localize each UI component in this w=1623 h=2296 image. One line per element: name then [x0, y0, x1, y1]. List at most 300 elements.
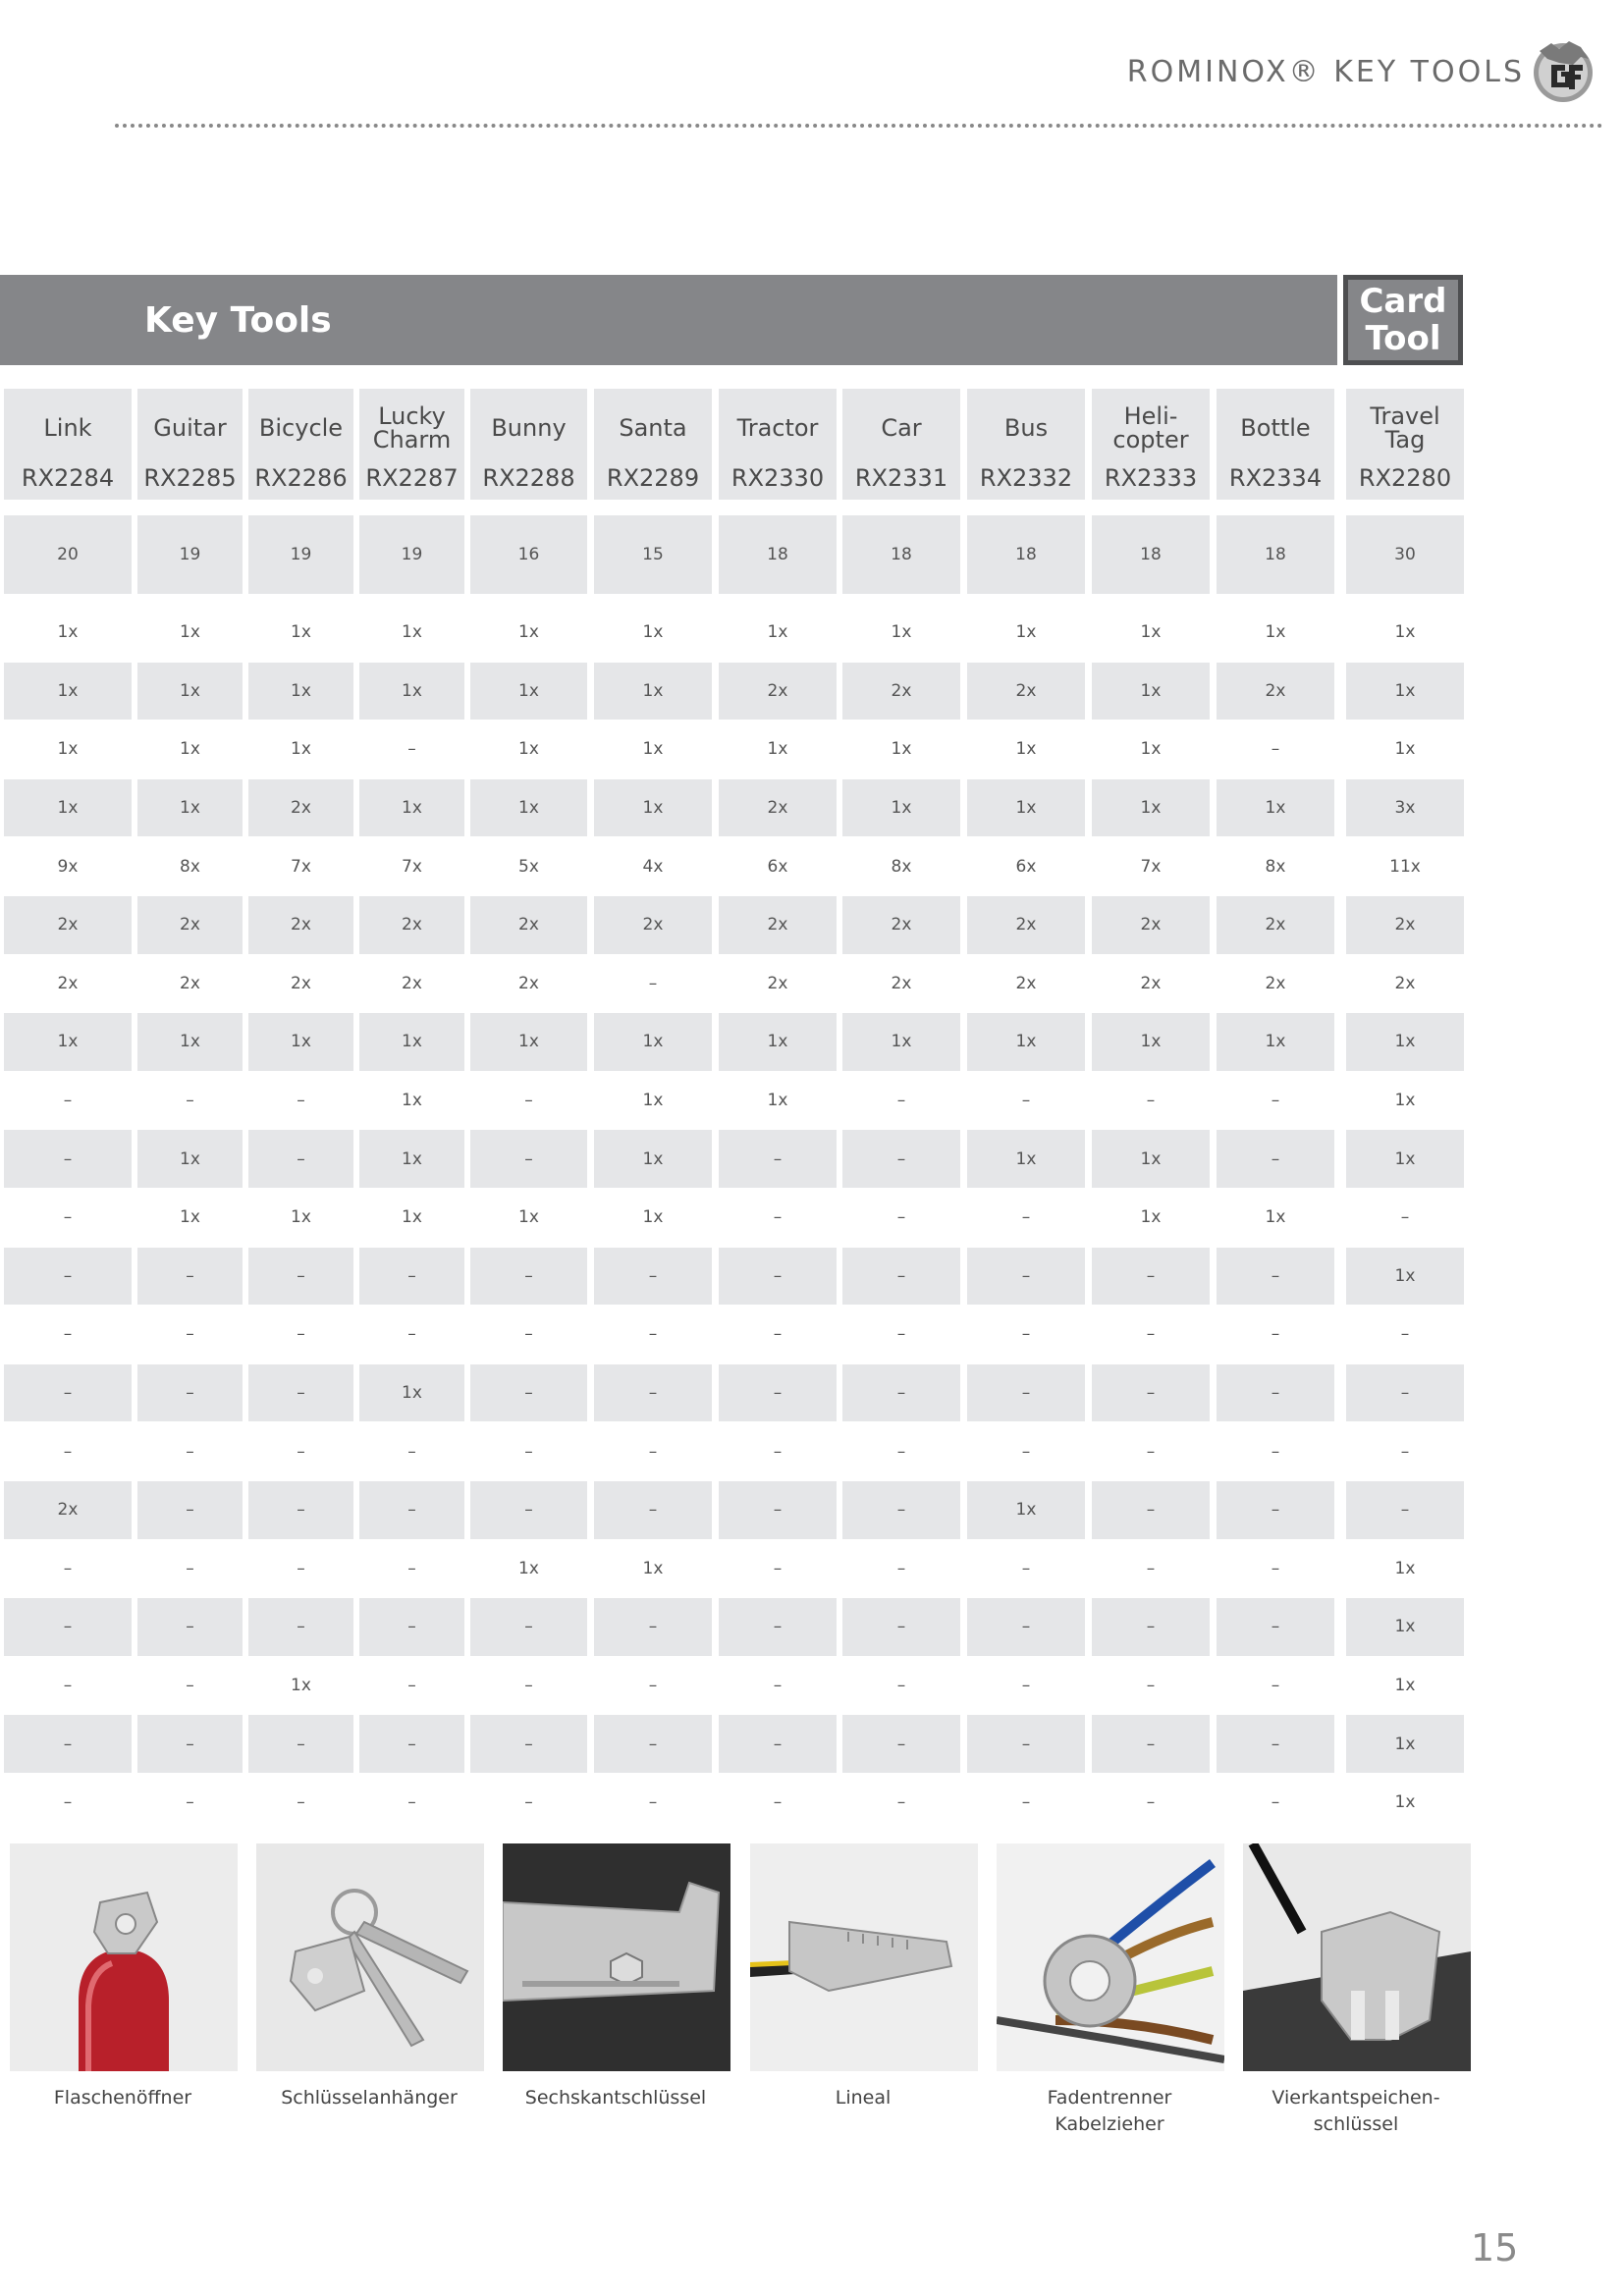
- table-cell: 2x: [4, 1481, 132, 1539]
- product-name: Guitar: [153, 414, 227, 442]
- table-cell: –: [407, 1558, 416, 1578]
- table-cell: 1x: [594, 1013, 712, 1071]
- table-cell: –: [63, 1792, 73, 1813]
- hex-wrench-photo-icon: [503, 1843, 730, 2071]
- table-cell: –: [842, 1598, 960, 1656]
- product-name: Bunny: [491, 414, 567, 442]
- table-cell: –: [1021, 1207, 1031, 1228]
- product-code: RX2330: [730, 464, 825, 492]
- table-cell: 1x: [402, 1207, 422, 1228]
- table-cell: –: [1346, 1481, 1464, 1539]
- header-dotted-rule: [115, 124, 1603, 128]
- table-cell: –: [186, 1792, 194, 1813]
- table-cell: –: [63, 1441, 73, 1462]
- total-cell: 18: [842, 515, 960, 594]
- table-cell: 1x: [1394, 622, 1416, 643]
- wire-stripper-photo-icon: [997, 1843, 1224, 2071]
- card-tool-band: [1343, 275, 1463, 365]
- table-cell: –: [248, 1130, 353, 1188]
- table-cell: 1x: [518, 739, 539, 760]
- table-cell: 8x: [1265, 856, 1286, 877]
- table-cell: –: [524, 1441, 533, 1462]
- product-code: RX2284: [21, 464, 115, 492]
- table-cell: –: [1400, 1324, 1410, 1345]
- table-cell: 1x: [642, 1207, 664, 1228]
- table-cell: 1x: [1346, 1248, 1464, 1306]
- table-cell: –: [470, 1715, 587, 1773]
- table-cell: –: [967, 1364, 1085, 1422]
- table-cell: 2x: [842, 896, 960, 954]
- table-cell: –: [842, 1248, 960, 1306]
- table-cell: –: [719, 1364, 837, 1422]
- table-cell: 1x: [642, 622, 664, 643]
- product-name: Bottle: [1240, 414, 1311, 442]
- table-cell: 1x: [842, 779, 960, 837]
- product-code: RX2287: [365, 464, 459, 492]
- table-cell: 1x: [470, 663, 587, 721]
- table-cell: 2x: [1394, 973, 1416, 993]
- table-cell: –: [1146, 1558, 1156, 1578]
- table-cell: –: [1271, 739, 1280, 760]
- table-cell: 1x: [57, 622, 79, 643]
- table-cell: –: [359, 1248, 464, 1306]
- table-cell: 1x: [767, 1091, 788, 1111]
- table-cell: 1x: [1015, 739, 1037, 760]
- table-cell: 2x: [1265, 973, 1286, 993]
- table-cell: –: [1146, 1792, 1156, 1813]
- table-cell: 1x: [1394, 1558, 1416, 1578]
- table-cell: –: [773, 1676, 783, 1696]
- product-name: Link: [43, 414, 92, 442]
- table-cell: 1x: [891, 739, 912, 760]
- table-cell: –: [1146, 1676, 1156, 1696]
- table-cell: –: [719, 1715, 837, 1773]
- table-cell: –: [896, 1324, 906, 1345]
- product-code: RX2285: [143, 464, 237, 492]
- table-cell: –: [1217, 1598, 1334, 1656]
- table-cell: 2x: [719, 896, 837, 954]
- table-cell: 1x: [642, 1558, 664, 1578]
- table-cell: –: [137, 1715, 243, 1773]
- table-cell: –: [137, 1248, 243, 1306]
- table-cell: –: [1400, 1207, 1410, 1228]
- product-name: Bus: [1003, 414, 1049, 442]
- table-cell: –: [648, 1441, 658, 1462]
- table-cell: –: [359, 1715, 464, 1773]
- table-cell: –: [1271, 1441, 1280, 1462]
- table-cell: –: [4, 1715, 132, 1773]
- table-cell: 5x: [518, 856, 539, 877]
- table-cell: –: [648, 1676, 658, 1696]
- table-cell: –: [186, 1558, 194, 1578]
- table-cell: 1x: [137, 663, 243, 721]
- table-cell: –: [1092, 1364, 1210, 1422]
- total-cell: 15: [594, 515, 712, 594]
- table-cell: –: [719, 1598, 837, 1656]
- column-header: [359, 389, 464, 500]
- table-cell: 1x: [967, 1130, 1085, 1188]
- table-cell: 1x: [719, 1013, 837, 1071]
- product-code: RX2331: [854, 464, 948, 492]
- table-cell: –: [4, 1598, 132, 1656]
- table-cell: 1x: [642, 739, 664, 760]
- table-cell: 1x: [4, 663, 132, 721]
- table-cell: 2x: [359, 896, 464, 954]
- table-cell: –: [648, 973, 658, 993]
- product-code: RX2333: [1104, 464, 1198, 492]
- table-cell: –: [137, 1598, 243, 1656]
- table-cell: 1x: [594, 1130, 712, 1188]
- table-cell: 1x: [137, 1130, 243, 1188]
- table-cell: –: [1092, 1248, 1210, 1306]
- table-cell: –: [470, 1130, 587, 1188]
- table-cell: –: [1271, 1676, 1280, 1696]
- table-cell: –: [648, 1324, 658, 1345]
- table-cell: –: [248, 1715, 353, 1773]
- table-cell: –: [186, 1441, 194, 1462]
- table-cell: –: [1146, 1091, 1156, 1111]
- table-cell: –: [186, 1324, 194, 1345]
- table-cell: 2x: [594, 896, 712, 954]
- table-cell: 1x: [291, 739, 311, 760]
- table-cell: 1x: [402, 622, 422, 643]
- table-cell: –: [63, 1558, 73, 1578]
- total-cell: 18: [1092, 515, 1210, 594]
- table-cell: 2x: [137, 896, 243, 954]
- table-cell: –: [297, 1441, 305, 1462]
- column-header: [1346, 389, 1464, 500]
- column-header: [719, 389, 837, 500]
- table-cell: –: [1092, 1715, 1210, 1773]
- table-cell: 1x: [767, 739, 788, 760]
- table-cell: 1x: [1265, 622, 1286, 643]
- table-cell: 1x: [1092, 1130, 1210, 1188]
- column-header: [842, 389, 960, 500]
- table-cell: 1x: [248, 663, 353, 721]
- table-cell: –: [524, 1091, 533, 1111]
- table-cell: –: [773, 1324, 783, 1345]
- table-cell: 11x: [1389, 856, 1421, 877]
- product-code: RX2289: [606, 464, 700, 492]
- table-cell: –: [407, 739, 416, 760]
- table-cell: 1x: [1394, 1091, 1416, 1111]
- table-cell: 1x: [1346, 1013, 1464, 1071]
- total-cell: 18: [967, 515, 1085, 594]
- table-cell: –: [186, 1676, 194, 1696]
- table-cell: 1x: [180, 739, 200, 760]
- column-header: [1217, 389, 1334, 500]
- table-cell: –: [1271, 1324, 1280, 1345]
- table-cell: –: [594, 1248, 712, 1306]
- column-header: [137, 389, 243, 500]
- bottle-opener-photo-icon: [10, 1843, 238, 2071]
- table-cell: 1x: [1346, 1130, 1464, 1188]
- table-cell: –: [470, 1481, 587, 1539]
- table-cell: –: [842, 1130, 960, 1188]
- table-cell: –: [1271, 1091, 1280, 1111]
- photo-caption: Lineal: [835, 2087, 892, 2109]
- table-cell: 1x: [359, 1130, 464, 1188]
- table-cell: 1x: [1394, 1792, 1416, 1813]
- key-tools-title: Key Tools: [144, 299, 332, 341]
- table-cell: 1x: [642, 1091, 664, 1111]
- table-cell: 2x: [248, 779, 353, 837]
- table-cell: –: [407, 1676, 416, 1696]
- product-code: RX2286: [254, 464, 348, 492]
- table-cell: –: [896, 1207, 906, 1228]
- photo-caption: Fadentrenner Kabelzieher: [1047, 2087, 1172, 2135]
- table-cell: –: [1021, 1091, 1031, 1111]
- table-cell: –: [773, 1441, 783, 1462]
- table-cell: –: [63, 1207, 73, 1228]
- table-cell: 1x: [291, 1207, 311, 1228]
- table-cell: 2x: [842, 663, 960, 721]
- table-cell: 1x: [180, 622, 200, 643]
- table-cell: –: [896, 1441, 906, 1462]
- table-cell: 1x: [594, 663, 712, 721]
- table-cell: 7x: [402, 856, 422, 877]
- table-cell: 1x: [180, 1207, 200, 1228]
- table-cell: –: [1146, 1324, 1156, 1345]
- table-cell: 7x: [1140, 856, 1162, 877]
- table-cell: –: [842, 1481, 960, 1539]
- table-cell: 2x: [4, 896, 132, 954]
- column-header: [248, 389, 353, 500]
- table-cell: –: [719, 1130, 837, 1188]
- table-cell: 2x: [967, 663, 1085, 721]
- product-name: Santa: [619, 414, 687, 442]
- total-cell: 18: [1217, 515, 1334, 594]
- table-cell: –: [594, 1481, 712, 1539]
- table-cell: 1x: [1217, 1013, 1334, 1071]
- table-cell: 2x: [1346, 896, 1464, 954]
- table-cell: –: [719, 1248, 837, 1306]
- table-cell: 2x: [1217, 896, 1334, 954]
- table-cell: –: [63, 1676, 73, 1696]
- product-code: RX2334: [1228, 464, 1323, 492]
- table-cell: –: [248, 1598, 353, 1656]
- table-cell: 1x: [518, 1207, 539, 1228]
- table-cell: 1x: [518, 1558, 539, 1578]
- table-cell: –: [63, 1324, 73, 1345]
- photo-caption: Sechskantschlüssel: [524, 2087, 707, 2109]
- page-number: 15: [1471, 2226, 1519, 2269]
- table-cell: –: [1021, 1792, 1031, 1813]
- table-cell: 1x: [842, 1013, 960, 1071]
- table-cell: 1x: [1140, 739, 1162, 760]
- table-cell: 1x: [248, 1013, 353, 1071]
- table-cell: –: [773, 1792, 783, 1813]
- table-cell: –: [248, 1248, 353, 1306]
- product-name: Tractor: [736, 414, 819, 442]
- table-cell: 2x: [1092, 896, 1210, 954]
- table-cell: –: [407, 1324, 416, 1345]
- total-cell: 19: [248, 515, 353, 594]
- total-cell: 16: [470, 515, 587, 594]
- table-cell: 6x: [1015, 856, 1037, 877]
- table-cell: 8x: [891, 856, 912, 877]
- table-cell: 1x: [1092, 1013, 1210, 1071]
- column-header: [4, 389, 132, 500]
- table-cell: –: [896, 1676, 906, 1696]
- table-cell: 2x: [891, 973, 912, 993]
- table-cell: 1x: [4, 779, 132, 837]
- table-cell: 1x: [1015, 622, 1037, 643]
- table-cell: –: [896, 1091, 906, 1111]
- table-cell: –: [407, 1441, 416, 1462]
- table-cell: –: [719, 1481, 837, 1539]
- table-cell: –: [359, 1481, 464, 1539]
- table-cell: 2x: [967, 896, 1085, 954]
- table-cell: 2x: [1015, 973, 1037, 993]
- key-tools-band: [0, 275, 1337, 365]
- table-cell: 7x: [291, 856, 311, 877]
- table-cell: –: [137, 1364, 243, 1422]
- table-cell: –: [773, 1207, 783, 1228]
- product-code: RX2332: [979, 464, 1073, 492]
- table-cell: 1x: [359, 779, 464, 837]
- table-cell: –: [1021, 1676, 1031, 1696]
- table-cell: –: [248, 1481, 353, 1539]
- table-cell: 1x: [402, 1091, 422, 1111]
- table-cell: 2x: [57, 973, 79, 993]
- table-cell: 2x: [470, 896, 587, 954]
- table-cell: –: [896, 1558, 906, 1578]
- table-cell: 2x: [291, 973, 311, 993]
- table-cell: 1x: [57, 739, 79, 760]
- table-cell: –: [297, 1558, 305, 1578]
- table-cell: 1x: [470, 779, 587, 837]
- photo-caption: Schlüsselanhänger: [281, 2087, 458, 2109]
- table-cell: –: [4, 1130, 132, 1188]
- table-cell: 1x: [359, 1013, 464, 1071]
- column-header: [967, 389, 1085, 500]
- ruler-photo-icon: [750, 1843, 978, 2071]
- column-header: [1092, 389, 1210, 500]
- table-cell: 1x: [891, 622, 912, 643]
- spoke-wrench-photo-icon: [1243, 1843, 1471, 2071]
- table-cell: –: [967, 1715, 1085, 1773]
- product-name: Travel Tag: [1370, 402, 1440, 454]
- table-cell: –: [524, 1792, 533, 1813]
- table-cell: 1x: [1346, 663, 1464, 721]
- table-cell: 1x: [967, 1013, 1085, 1071]
- table-cell: –: [470, 1364, 587, 1422]
- table-cell: 1x: [967, 779, 1085, 837]
- table-cell: 1x: [359, 1364, 464, 1422]
- product-name: Heli- copter: [1112, 402, 1189, 454]
- table-cell: –: [1021, 1558, 1031, 1578]
- table-cell: –: [1217, 1715, 1334, 1773]
- table-cell: 1x: [137, 1013, 243, 1071]
- table-cell: 1x: [1140, 622, 1162, 643]
- table-cell: –: [407, 1792, 416, 1813]
- table-cell: –: [896, 1792, 906, 1813]
- column-header: [594, 389, 712, 500]
- photo-caption: Vierkantspeichen- schlüssel: [1271, 2087, 1440, 2135]
- table-cell: –: [1400, 1441, 1410, 1462]
- card-tool-title: Card Tool: [1348, 280, 1458, 360]
- table-cell: –: [1217, 1130, 1334, 1188]
- table-cell: –: [594, 1598, 712, 1656]
- table-cell: 1x: [518, 622, 539, 643]
- table-cell: –: [773, 1558, 783, 1578]
- total-cell: 19: [137, 515, 243, 594]
- table-cell: 1x: [291, 622, 311, 643]
- table-cell: 4x: [642, 856, 664, 877]
- table-cell: 1x: [767, 622, 788, 643]
- table-cell: 2x: [248, 896, 353, 954]
- table-cell: 1x: [1140, 1207, 1162, 1228]
- table-cell: –: [248, 1364, 353, 1422]
- total-cell: 19: [359, 515, 464, 594]
- table-cell: 1x: [1346, 1715, 1464, 1773]
- gentlemens-tools-logo-icon: [1530, 35, 1596, 106]
- table-cell: 1x: [594, 779, 712, 837]
- table-cell: 2x: [719, 779, 837, 837]
- table-cell: –: [4, 1364, 132, 1422]
- product-code: RX2280: [1358, 464, 1452, 492]
- table-cell: –: [297, 1324, 305, 1345]
- column-header: [470, 389, 587, 500]
- table-cell: –: [1217, 1364, 1334, 1422]
- product-name: Bicycle: [258, 414, 344, 442]
- table-cell: –: [1346, 1364, 1464, 1422]
- table-cell: 1x: [1217, 779, 1334, 837]
- table-cell: 1x: [1394, 739, 1416, 760]
- table-cell: 2x: [1140, 973, 1162, 993]
- table-cell: –: [470, 1248, 587, 1306]
- table-cell: –: [967, 1598, 1085, 1656]
- table-cell: 1x: [1265, 1207, 1286, 1228]
- table-cell: 2x: [402, 973, 422, 993]
- table-cell: 1x: [359, 663, 464, 721]
- table-cell: –: [137, 1481, 243, 1539]
- table-cell: –: [4, 1248, 132, 1306]
- table-cell: –: [1021, 1324, 1031, 1345]
- brand-title: ROMINOX® KEY TOOLS: [1126, 55, 1525, 89]
- table-cell: –: [648, 1792, 658, 1813]
- table-cell: –: [594, 1715, 712, 1773]
- keyring-photo-icon: [256, 1843, 484, 2071]
- table-cell: 2x: [180, 973, 200, 993]
- table-cell: –: [186, 1091, 194, 1111]
- table-cell: –: [1092, 1481, 1210, 1539]
- table-cell: 3x: [1346, 779, 1464, 837]
- table-cell: –: [842, 1715, 960, 1773]
- table-cell: –: [1271, 1558, 1280, 1578]
- table-cell: –: [524, 1324, 533, 1345]
- table-cell: –: [470, 1598, 587, 1656]
- total-cell: 20: [4, 515, 132, 594]
- product-name: Car: [881, 414, 922, 442]
- table-cell: 6x: [767, 856, 788, 877]
- table-cell: 1x: [1346, 1598, 1464, 1656]
- product-name: Lucky Charm: [372, 402, 452, 454]
- table-cell: –: [967, 1248, 1085, 1306]
- table-cell: 2x: [719, 663, 837, 721]
- table-cell: –: [1092, 1598, 1210, 1656]
- table-cell: –: [1021, 1441, 1031, 1462]
- table-cell: 1x: [470, 1013, 587, 1071]
- table-cell: –: [297, 1091, 305, 1111]
- table-cell: 1x: [4, 1013, 132, 1071]
- table-cell: 2x: [1217, 663, 1334, 721]
- table-cell: –: [359, 1598, 464, 1656]
- table-cell: 2x: [518, 973, 539, 993]
- table-cell: 8x: [180, 856, 200, 877]
- table-cell: 1x: [1092, 663, 1210, 721]
